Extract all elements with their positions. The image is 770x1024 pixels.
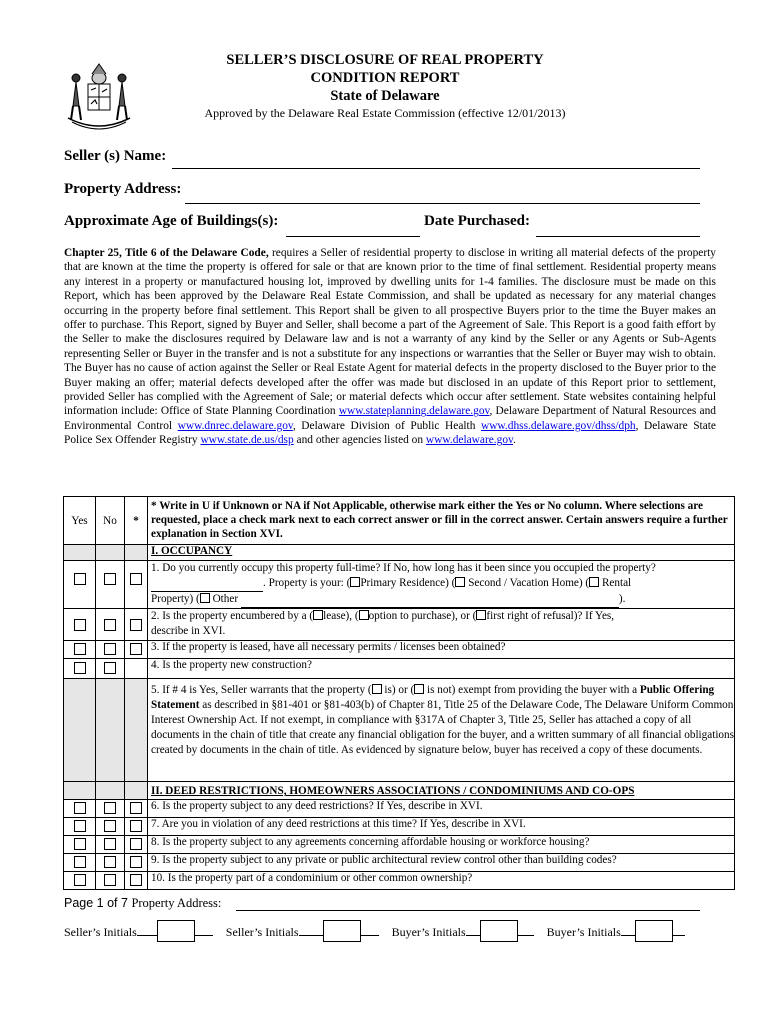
q2-lease-option[interactable] [313,610,323,620]
buyer-initials-label-2: Buyer’s Initials [546,925,621,939]
q2-option-purchase-option[interactable] [359,610,369,620]
q1-primary-option[interactable] [350,577,360,587]
property-address-field[interactable] [185,203,700,204]
intro-paragraph [64,246,716,448]
q1-rental-option[interactable] [589,577,599,587]
section-deed-restrictions-heading: II. DEED RESTRICTIONS, HOMEOWNERS ASSOCIATIONS / CONDOMINIUMS AND CO-OPS [148,782,735,800]
q7-star-checkbox[interactable] [130,820,142,832]
q2-yes-checkbox[interactable] [74,619,86,631]
q8-no-checkbox[interactable] [104,838,116,850]
question-5: 5. If # 4 is Yes, Seller warrants that the property ( is) or ( is not) exempt from providing the buyer with a Public Offering Statement as described in §81-401 or §81-403(b) of Chapter 81, Title 25 of the Delaware Code, The Delaware Uniform Common Interest Ownership Act. If not exempt, in compliance with §317A of Chapter 3, Title 25, Seller has attached a copy of all documents in the chain of title that create any financial obligation for the buyer, and a written summary of all financial obligations created by documents in the chain of title. As evidenced by signature below, buyer has received a copy of these documents. [148,679,735,782]
link-dsp[interactable]: www.state.de.us/dsp [200,434,294,447]
buyer-initials-box-2[interactable] [635,920,673,942]
question-2: 2. Is the property encumbered by a ( lease), ( option to purchase), or ( first right of refusal)? If Yes, describe in XVI. [148,609,735,641]
seller-name-label: Seller (s) Name: [64,148,167,164]
seller-initials-box-2[interactable] [323,920,361,942]
question-9: 9. Is the property subject to any private or public architectural review control other than building codes? [148,854,735,872]
intro-text-3: , Delaware Division of Public Health [292,419,481,432]
q9-star-checkbox[interactable] [130,856,142,868]
q6-no-checkbox[interactable] [104,802,116,814]
property-address-label: Property Address: [64,181,182,197]
q3-no-checkbox[interactable] [104,643,116,655]
q3-yes-checkbox[interactable] [74,643,86,655]
seller-name-field[interactable] [172,168,700,169]
intro-text-4: , Delaware State Police Sex Offender Registry [64,419,716,447]
q1-duration-field[interactable] [151,576,263,592]
q7-no-checkbox[interactable] [104,820,116,832]
seller-initials-label-1: Seller’s Initials [64,925,137,939]
intro-text-2: , Delaware Department of Natural Resources and Environmental Control [64,405,716,432]
initials-row [64,920,685,942]
question-1: 1. Do you currently occupy this property full-time? If No, how long has it been since you occupied the property? . Property is your: ( Primary Residence) ( Second / Vacation Home) ( Rental Property) ( Other ). [148,561,735,609]
age-label: Approximate Age of Buildings(s): [64,213,279,229]
question-3: 3. If the property is leased, have all necessary permits / licenses been obtained? [148,641,735,659]
state-heading: State of Delaware [330,88,440,104]
q3-star-checkbox[interactable] [130,643,142,655]
col-header-star: * [125,497,148,545]
q10-star-checkbox[interactable] [130,874,142,886]
buyer-initials-box-1[interactable] [480,920,518,942]
title-line-2: CONDITION REPORT [310,70,460,86]
intro-body: requires a Seller of residential property to disclose in writing all material defects of the property that are known at the time the property is offered for sale or that are known prior to the time of final settlement. Residential property means any interest in a property or manufactured housing lot, improved by dwelling units for 1-4 families. The disclosure must be made on this Report, which has been approved by the Delaware Real Estate Commission, and shall be updated as necessary for any material changes occurring in the property before final settlement. This Report shall be given to all prospective Buyers prior to the time the Buyer makes an offer to purchase. This Report, signed by Buyer and Seller, shall become a part of the Agreement of Sale. This Report is a good faith effort by the Seller to make the disclosures required by Delaware law and is not a warranty of any kind by the Seller or any Agents or Sub-Agents representing Seller or Buyer in the transfer and is not a substitute for any inspections or warranties that the Seller or Buyer may wish to obtain. The Buyer has no cause of action against the Seller or Real Estate Agent for material defects in the property disclosed to the Buyer prior to the Buyer making an offer; material defects developed after the offer was made but disclosed in an update of this Report prior to settlement, provided Seller has complied with the Agreement of Sale; or material defects which occur after settlement. State websites containing helpful information include: Office of State Planning Coordination [64,247,716,418]
q1-second-home-option[interactable] [455,577,465,587]
age-field[interactable] [286,236,420,237]
buyer-initials-label-1: Buyer’s Initials [391,925,466,939]
q10-no-checkbox[interactable] [104,874,116,886]
q8-yes-checkbox[interactable] [74,838,86,850]
q4-yes-checkbox[interactable] [74,662,86,674]
q6-star-checkbox[interactable] [130,802,142,814]
q1-other-option[interactable] [200,593,210,603]
question-6: 6. Is the property subject to any deed restrictions? If Yes, describe in XVI. [148,800,735,818]
instructions: * Write in U if Unknown or NA if Not Applicable, otherwise mark either the Yes or No column. Where selections are requested, place a check mark next to each correct answer or fill in the correct answer. Certain answers require a further explanation in Section XVI. [148,497,735,545]
question-4: 4. Is the property new construction? [148,659,735,679]
q7-yes-checkbox[interactable] [74,820,86,832]
q5-exempt-option[interactable] [372,684,382,694]
footer-property-address-label: Property Address: [131,896,222,910]
question-8: 8. Is the property subject to any agreements concerning affordable housing or workforce housing? [148,836,735,854]
title-line-1: SELLER’S DISCLOSURE OF REAL PROPERTY [226,52,544,68]
seller-initials-box-1[interactable] [157,920,195,942]
intro-text-5: and other agencies listed on [293,434,426,447]
q2-star-checkbox[interactable] [130,619,142,631]
approval-note: Approved by the Delaware Real Estate Commission (effective 12/01/2013) [204,106,566,120]
q8-star-checkbox[interactable] [130,838,142,850]
intro-text-6: . [513,434,516,447]
q1-other-field[interactable] [241,592,619,608]
date-purchased-field[interactable] [536,236,700,237]
q5-not-exempt-option[interactable] [414,684,424,694]
section-occupancy-heading: I. OCCUPANCY [148,545,735,561]
q1-no-checkbox[interactable] [104,573,116,585]
date-purchased-label: Date Purchased: [424,213,530,229]
q9-yes-checkbox[interactable] [74,856,86,868]
q6-yes-checkbox[interactable] [74,802,86,814]
q2-no-checkbox[interactable] [104,619,116,631]
disclosure-table [63,496,735,890]
q4-no-checkbox[interactable] [104,662,116,674]
col-header-yes: Yes [64,497,96,545]
link-dnrec[interactable]: www.dnrec.delaware.gov [177,419,293,432]
q1-star-checkbox[interactable] [130,573,142,585]
link-delaware-gov[interactable]: www.delaware.gov [425,434,513,447]
q2-first-refusal-option[interactable] [476,610,486,620]
q10-yes-checkbox[interactable] [74,874,86,886]
q1-yes-checkbox[interactable] [74,573,86,585]
q9-no-checkbox[interactable] [104,856,116,868]
question-10: 10. Is the property part of a condominium or other common ownership? [148,872,735,890]
link-dhss[interactable]: www.dhss.delaware.gov/dhss/dph [480,419,636,432]
footer-property-address-field[interactable] [236,910,700,911]
intro-lead: Chapter 25, Title 6 of the Delaware Code, [64,247,269,259]
col-header-no: No [96,497,125,545]
question-7: 7. Are you in violation of any deed restrictions at this time? If Yes, describe in XVI. [148,818,735,836]
seller-initials-label-2: Seller’s Initials [225,925,299,939]
page-indicator: Page 1 of 7 Property Address: [64,896,222,910]
link-stateplanning[interactable]: www.stateplanning.delaware.gov [338,405,490,418]
